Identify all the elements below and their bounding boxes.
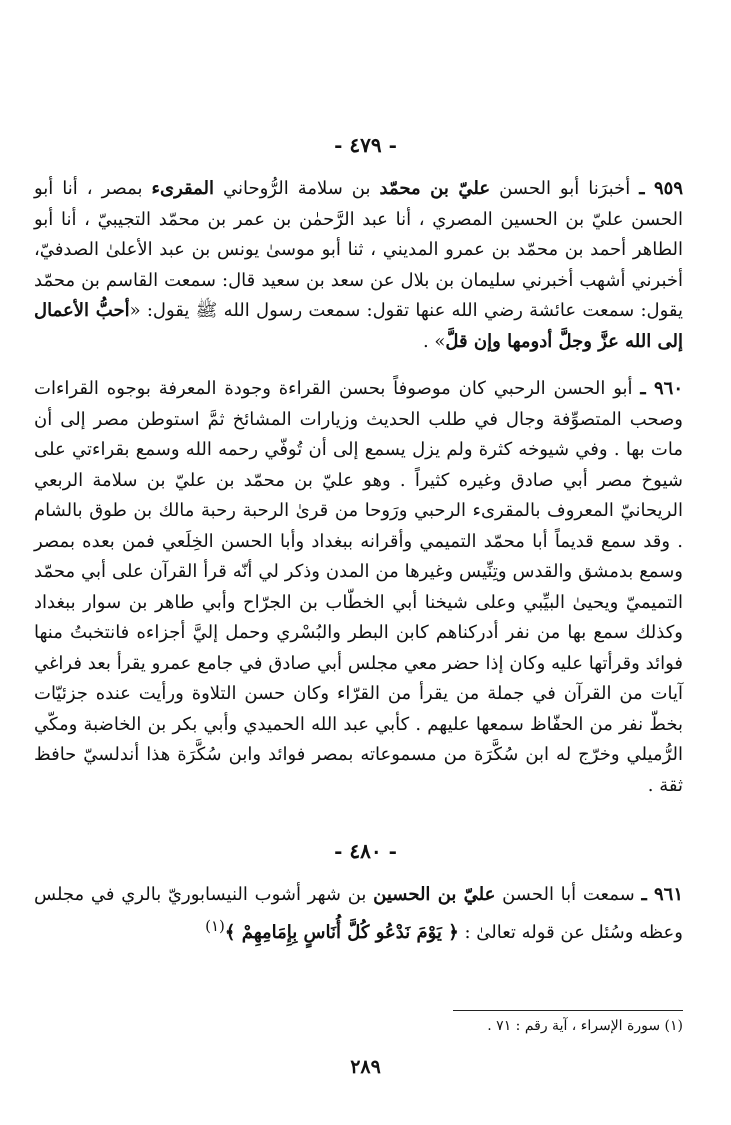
- footnote: (١) سورة الإسراء ، آية رقم : ٧١ .: [487, 1018, 683, 1034]
- entry-number: ٩٥٩ ـ: [639, 178, 684, 199]
- entry-title: المقرىء: [151, 178, 214, 199]
- entry-name-continuation: بن سلامة الرُّوحاني: [214, 178, 380, 199]
- entry-name: عليّ بن الحسين: [373, 884, 496, 905]
- entry-959: [34, 174, 683, 357]
- page-number: ٢٨٩: [350, 1056, 381, 1078]
- footnote-ref: (١): [205, 916, 225, 935]
- hadith-text: أحبُّ الأعمال إلى الله عزَّ وجلَّ أدومها وإن قلَّ: [34, 300, 683, 352]
- entry-number: ٩٦١ ـ: [641, 884, 684, 905]
- page-header-479: - ٤٧٩ -: [334, 133, 397, 157]
- entry-intro: سمعت أبا الحسن: [495, 884, 642, 905]
- entry-number: ٩٦٠ ـ: [640, 378, 683, 399]
- page-header-480: - ٤٨٠ -: [334, 839, 397, 863]
- entry-end: » .: [422, 330, 446, 352]
- entry-960: [34, 374, 683, 801]
- entry-body: بمصر ، أنا أبو الحسن عليّ بن الحسين المصري ، أنا عبد الرَّحمٰن بن عمر بن محمّد التجيبيّ ، أنا أبو الطاهر أحمد بن محمّد بن عمرو المديني ، ثنا أبو موسىٰ يونس بن عبد الأعلىٰ الصدفيّ، أخبرني أشهب أخبرني سليمان بن بلال عن سعد بن سعيد قال: سمعت القاسم بن محمّد يقول: سمعت عائشة رضي الله عنها تقول: سمعت رسول الله ﷺ يقول: «: [34, 178, 684, 321]
- entry-name-continuation: بن شهر أشوب النيسابوريّ بالري في مجلس وعظه وسُئل عن قوله تعالىٰ :: [34, 884, 683, 943]
- entry-intro: أخبرَنا أبو الحسن: [490, 178, 640, 199]
- entry-961: [34, 880, 683, 948]
- quran-verse: ﴿ يَوْمَ نَدْعُو كُلَّ أُنَاسٍ بِإِمَامِهِمْ ﴾: [224, 921, 459, 943]
- entry-name: عليّ بن محمّد: [379, 178, 491, 199]
- entry-body: أبو الحسن الرحبي كان موصوفاً بحسن القراءة وجودة المعرفة بوجوه القراءات وصحب المتصوِّفة وجال في طلب الحديث وزيارات المشائخ ثمَّ استوطن مصر إلى أن مات بها . وفي شيوخه كثرة ولم يزل يسمع إلى أن تُوفّي رحمه الله وسمع بقراءتي على شيوخ مصر أبي صادق وغيره كثيراً . وهو عليّ بن محمّد بن عليّ بن سلامة الربعي الريحانيّ المعروف بالمقرىء الرحبي ورَوحا من قرىٰ الرحبة رحبة مالك بن طوق بالشام . وقد سمع قديماً أبا محمّد التميمي وأقرانه ببغداد وأبا الحسن الخِلَعي فمن بعده بمصر وسمع بدمشق والقدس وتِنِّيس وغيرها من المدن وذكر لي أنّه قرأ القرآن على أبي محمّد التميميّ ويحيىٰ البيِّبي وعلى شيخنا أبي الخطّاب بن الجرّاح وأبي طاهر بن سوار ببغداد وكذلك سمع بها من نفر أدركناهم كابن البطر والبُسْري وحمل إليَّ أجزاءه فانتخبتُ منها فوائد وقرأتها عليه وكان إذا حضر معي مجلس أبي صادق في جامع عمرو يقرأ بعد فراغي آيات من القرآن في جملة من يقرأ من القرّاء وكان حسن التلاوة ورأيت عنده جزئيّات بخطّ نفر من الحفّاظ سمعها عليهم . كأبي عبد الله الحميدي وأبي بكر بن الخاضبة ومكّي الرُّميلي وخرّج له ابن سُكَّرَة من مسموعاته بمصر فوائد وابن سُكَّرَة هذا أندلسيّ حافظ ثقة .: [34, 378, 683, 796]
- footnote-divider: [453, 1010, 683, 1011]
